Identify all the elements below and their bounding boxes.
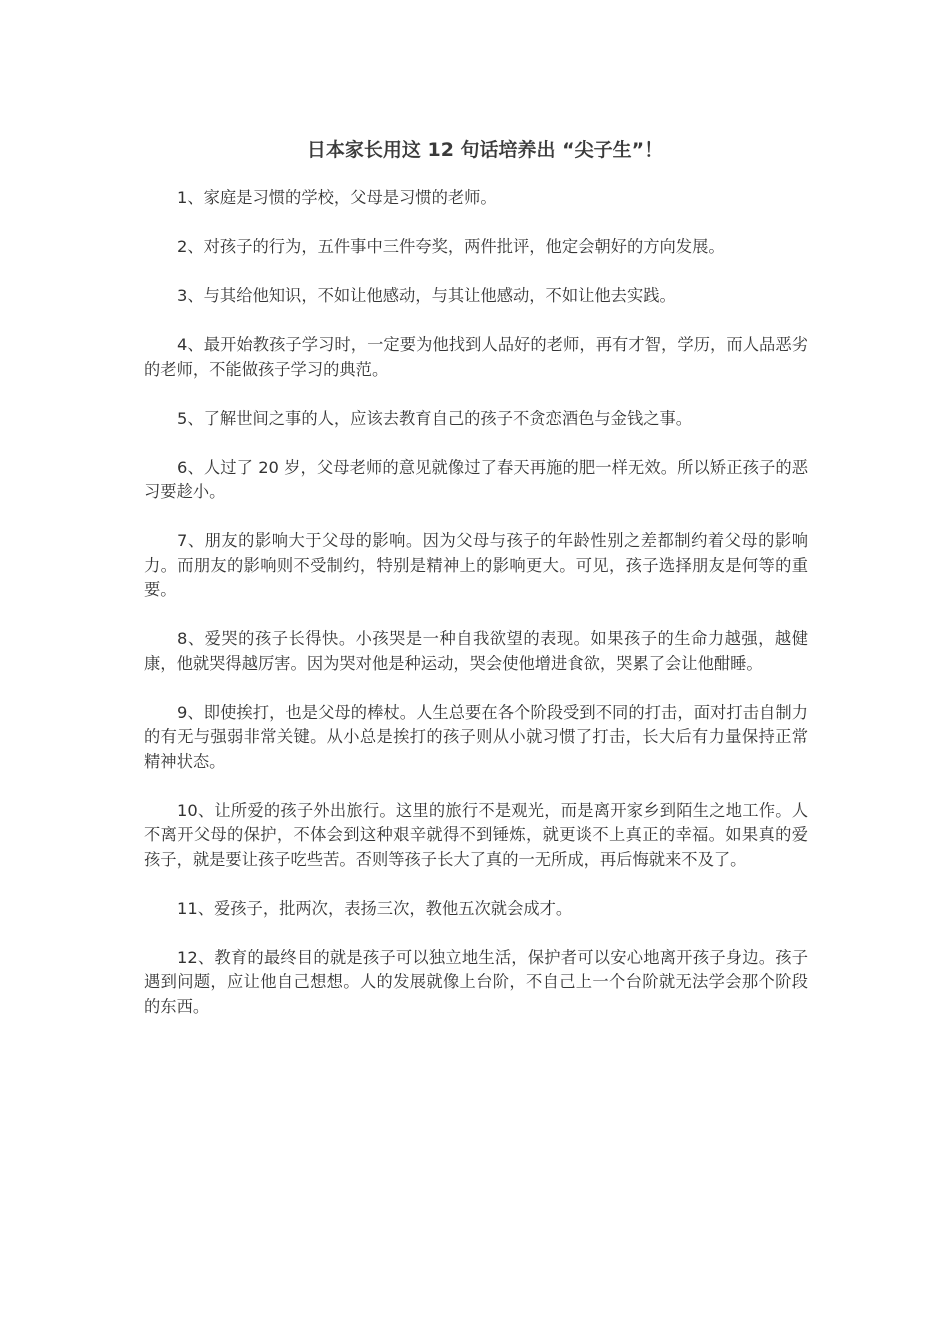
paragraph-11: 11、爱孩子，批两次，表扬三次，教他五次就会成才。 [177, 898, 573, 918]
paragraph-9: 9、即使挨打，也是父母的棒杖。人生总要在各个阶段受到不同的打击，面对打击自制力的有无与强弱非常关键。从小总是挨打的孩子则从小就习惯了打击，长大后有力量保持正常精神状态。 [144, 702, 808, 771]
document-body [144, 186, 808, 1044]
paragraph-5: 5、了解世间之事的人，应该去教育自己的孩子不贪恋酒色与金钱之事。 [177, 408, 693, 428]
paragraph-3: 3、与其给他知识，不如让他感动，与其让他感动，不如让他去实践。 [177, 286, 676, 305]
paragraph-6: 6、人过了 20 岁，父母老师的意见就像过了春天再施的肥一样无效。所以矫正孩子的恶习要趁小。 [144, 457, 808, 501]
paragraph-1: 1、家庭是习惯的学校，父母是习惯的老师。 [177, 188, 497, 207]
paragraph-4: 4、最开始教孩子学习时，一定要为他找到人品好的老师，再有才智，学历，而人品恶劣的老师，不能做孩子学习的典范。 [144, 335, 808, 379]
paragraph-10: 10、让所爱的孩子外出旅行。这里的旅行不是观光，而是离开家乡到陌生之地工作。人不离开父母的保护，不体会到这种艰辛就得不到锤炼，就更谈不上真正的幸福。如果真的爱孩子，就是要让孩子吃些苦。否则等孩子长大了真的一无所成，再后悔就来不及了。 [144, 800, 808, 869]
paragraph-8: 8、爱哭的孩子长得快。小孩哭是一种自我欲望的表现。如果孩子的生命力越强，越健康，他就哭得越厉害。因为哭对他是种运动，哭会使他增进食欲，哭累了会让他酣睡。 [144, 629, 808, 673]
paragraph-2: 2、对孩子的行为，五件事中三件夸奖，两件批评，他定会朝好的方向发展。 [177, 237, 725, 256]
paragraph-7: 7、朋友的影响大于父母的影响。因为父母与孩子的年龄性别之差都制约着父母的影响力。而朋友的影响则不受制约，特别是精神上的影响更大。可见，孩子选择朋友是何等的重要。 [144, 531, 808, 599]
page-title: 日本家长用这 12 句话培养出 “尖子生”！ [306, 139, 664, 161]
paragraph-12: 12、教育的最终目的就是孩子可以独立地生活，保护者可以安心地离开孩子身边。孩子遇到问题，应让他自己想想。人的发展就像上台阶，不自己上一个台阶就无法学会那个阶段的东西。 [144, 947, 808, 1016]
